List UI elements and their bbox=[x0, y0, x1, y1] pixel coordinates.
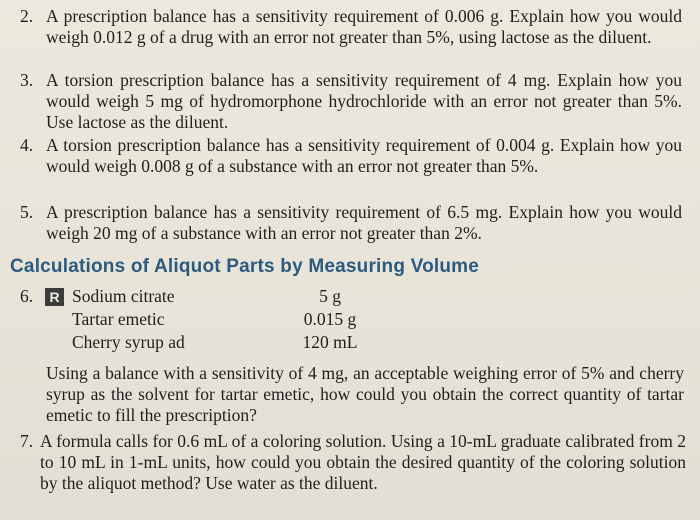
ingredient-amount: 120 mL bbox=[302, 332, 358, 352]
section-heading: Calculations of Aliquot Parts by Measuring Volume bbox=[10, 256, 480, 277]
ingredient-name: Tartar emetic bbox=[72, 309, 165, 329]
question-text: A prescription balance has a sensitivity requirement of 0.006 g. Explain how you would weigh 0.012 g of a drug with an error not greater than 5%, using lactose as the diluent. bbox=[46, 6, 682, 47]
question-2 bbox=[20, 6, 682, 48]
ingredient-row bbox=[72, 286, 402, 307]
question-number: 7. bbox=[20, 431, 34, 451]
question-number: 3. bbox=[20, 70, 34, 90]
ingredient-name: Cherry syrup ad bbox=[72, 332, 185, 352]
question-5 bbox=[20, 202, 682, 244]
rx-icon: R bbox=[45, 288, 64, 306]
question-number: 4. bbox=[20, 135, 34, 155]
question-text: A prescription balance has a sensitivity requirement of 6.5 mg. Explain how you would weigh 20 mg of a substance with an error not greater than 2%. bbox=[46, 202, 682, 243]
question-text: A torsion prescription balance has a sensitivity requirement of 0.004 g. Explain how you would weigh 0.008 g of a substance with an error not greater than 5%. bbox=[46, 135, 682, 176]
ingredient-amount: 5 g bbox=[319, 286, 341, 306]
question-3 bbox=[20, 70, 682, 133]
question-number: 2. bbox=[20, 6, 34, 26]
question-text: A torsion prescription balance has a sensitivity requirement of 4 mg. Explain how you would weigh 5 mg of hydromorphone hydrochloride with an error not greater than 5%. Use lactose as the diluent. bbox=[46, 70, 682, 132]
ingredient-amount: 0.015 g bbox=[303, 309, 357, 329]
ingredient-row bbox=[72, 332, 402, 353]
question-7 bbox=[20, 431, 686, 494]
ingredient-name: Sodium citrate bbox=[72, 286, 175, 306]
question-6-text: Using a balance with a sensitivity of 4 mg, an acceptable weighing error of 5% and cherry syrup as the solvent for tartar emetic, how could you obtain the correct quantity of tartar emetic to fill the prescription? bbox=[46, 363, 684, 425]
question-4 bbox=[20, 135, 682, 177]
question-text: A formula calls for 0.6 mL of a coloring solution. Using a 10-mL graduate calibrated from 2 to 10 mL in 1-mL units, how could you obtain the desired quantity of the coloring solution by the aliquot method? Use water as the diluent. bbox=[40, 431, 686, 493]
ingredient-row bbox=[72, 309, 402, 330]
question-number: 6. bbox=[20, 286, 34, 306]
question-number: 5. bbox=[20, 202, 34, 222]
